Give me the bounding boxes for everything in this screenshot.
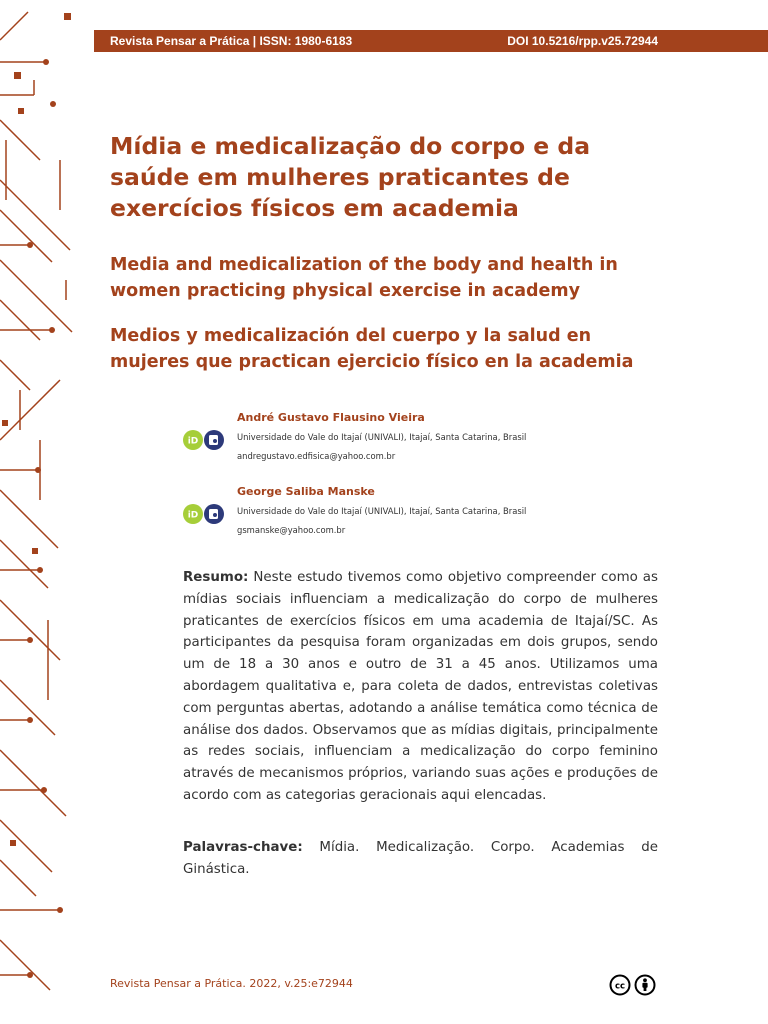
author-affiliation: Universidade do Vale do Itajaí (UNIVALI), Itajaí, Santa Catarina, Brasil [237,506,527,516]
creative-commons-icon [611,976,630,995]
doi-link[interactable]: DOI 10.5216/rpp.v25.72944 [507,34,658,48]
circuit-decoration [0,0,80,1024]
orcid-icon[interactable] [183,504,203,524]
title-spanish: Medios y medicalización del cuerpo y la salud en mujeres que practican ejercicio físico en la academia [110,326,634,372]
author-affiliation: Universidade do Vale do Itajaí (UNIVALI), Itajaí, Santa Catarina, Brasil [237,432,527,442]
title-portuguese: Mídia e medicalização do corpo e da saúde em mulheres praticantes de exercícios físicos em academia [110,132,591,222]
keywords-text: Mídia. Medicalização. Corpo. Academias de Ginástica. [183,840,658,877]
abstract-paragraph [183,567,658,807]
svg-text:iD: iD [187,436,199,447]
journal-issn: Revista Pensar a Prática | ISSN: 1980-6183 [110,34,353,48]
keywords-paragraph [183,837,658,881]
author-email[interactable]: andregustavo.edfisica@yahoo.com.br [237,451,396,461]
author-email[interactable]: gsmanske@yahoo.com.br [237,525,346,535]
author-icons [182,429,228,451]
author-icons [182,503,228,525]
footer-citation: Revista Pensar a Prática. 2022, v.25:e72944 [110,977,353,990]
author-name: André Gustavo Flausino Vieira [237,411,425,424]
attribution-icon [636,976,655,995]
lattes-icon[interactable] [204,504,224,524]
svg-text:cc: cc [614,981,626,992]
journal-header-bar [94,30,768,52]
svg-text:iD: iD [187,510,199,521]
author-name: George Saliba Manske [237,485,375,498]
title-english: Media and medicalization of the body and health in women practicing physical exercise in academy [110,255,618,301]
orcid-icon[interactable] [183,430,203,450]
abstract-text: Neste estudo tivemos como objetivo compreender como as mídias sociais influenciam a medicalização do corpo de mulheres praticantes de exercícios físicos em uma academia de Itajaí/SC. As participantes da pesquisa foram organizadas em dois grupos, sendo um de 18 a 30 anos e outro de 31 a 45 anos. Utilizamos uma abordagem qualitativa e, para coleta de dados, entrevistas coletivas com perguntas abertas, adotando a análise temática como técnica de análise dos dados. Observamos que as mídias digitais, principalmente as redes sociais, influenciam a medicalização do corpo feminino através de mecanismos próprios, variando suas ações e produções de acordo com as categorias geracionais aqui elencadas. [183,570,658,803]
lattes-icon[interactable] [204,430,224,450]
abstract-label: Resumo: [183,570,249,585]
cc-by-license-badge[interactable] [609,974,659,996]
keywords-label: Palavras-chave: [183,840,303,855]
